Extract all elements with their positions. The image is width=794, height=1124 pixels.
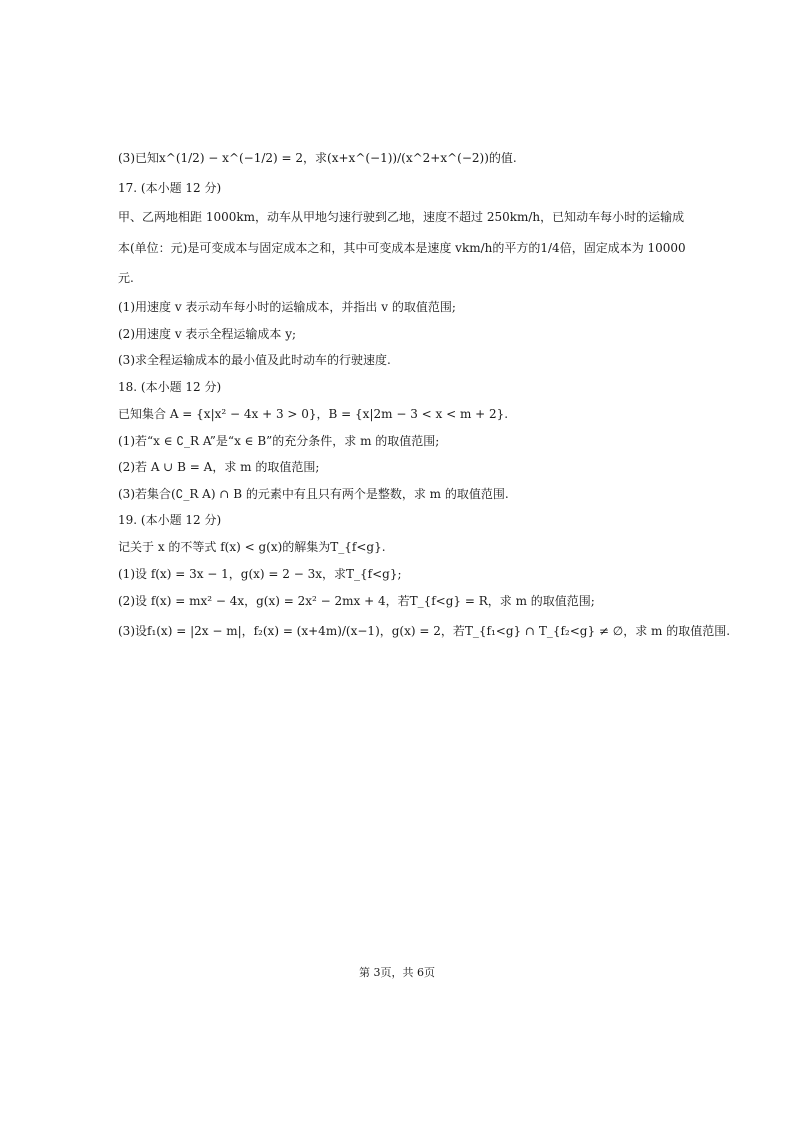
problem-17-part-3: (3)求全程运输成本的最小值及此时动车的行驶速度.	[118, 353, 391, 367]
problem-17-part-1: (1)用速度 v 表示动车每小时的运输成本，并指出 v 的取值范围;	[118, 300, 456, 314]
problem-19-heading: 19. (本小题 12 分)	[118, 513, 222, 527]
problem-18-part-1: (1)若“x ∈ ∁_R A”是“x ∈ B”的充分条件，求 m 的取值范围;	[118, 434, 440, 448]
problem-19-part-1: (1)设 f(x) = 3x − 1，g(x) = 2 − 3x，求T_{f<g};	[118, 567, 402, 581]
problem-18-part-2: (2)若 A ∪ B = A，求 m 的取值范围;	[118, 460, 320, 474]
problem-17-text-line-3: 元.	[118, 271, 134, 285]
problem-19-part-2: (2)设 f(x) = mx² − 4x，g(x) = 2x² − 2mx + 4，若T_{f<g} = R，求 m 的取值范围;	[118, 594, 595, 608]
problem-18-heading: 18. (本小题 12 分)	[118, 380, 222, 394]
problem-17-text-line-2: 本(单位：元)是可变成本与固定成本之和，其中可变成本是速度 vkm/h的平方的1/4倍，固定成本为 10000	[118, 241, 686, 255]
problem-19-part-3: (3)设f₁(x) = |2x − m|，f₂(x) = (x+4m)/(x−1)，g(x) = 2，若T_{f₁<g} ∩ T_{f₂<g} ≠ ∅，求 m 的取值范围.	[118, 624, 731, 638]
problem-17-part-2: (2)用速度 v 表示全程运输成本 y;	[118, 327, 297, 341]
problem-16-part-3: (3)已知x^(1/2) − x^(−1/2) = 2，求(x+x^(−1))/(x^2+x^(−2))的值.	[118, 151, 517, 165]
page-number-footer: 第 3页，共 6页	[359, 966, 435, 979]
problem-18-text: 已知集合 A = {x|x² − 4x + 3 > 0}，B = {x|2m − 3 < x < m + 2}.	[118, 407, 509, 421]
problem-18-part-3: (3)若集合(∁_R A) ∩ B 的元素中有且只有两个是整数，求 m 的取值范围.	[118, 487, 509, 501]
problem-17-text-line-1: 甲、乙两地相距 1000km，动车从甲地匀速行驶到乙地，速度不超过 250km/h，已知动车每小时的运输成	[118, 210, 685, 224]
problem-17-heading: 17. (本小题 12 分)	[118, 181, 222, 195]
problem-19-text: 记关于 x 的不等式 f(x) < g(x)的解集为T_{f<g}.	[118, 540, 386, 554]
